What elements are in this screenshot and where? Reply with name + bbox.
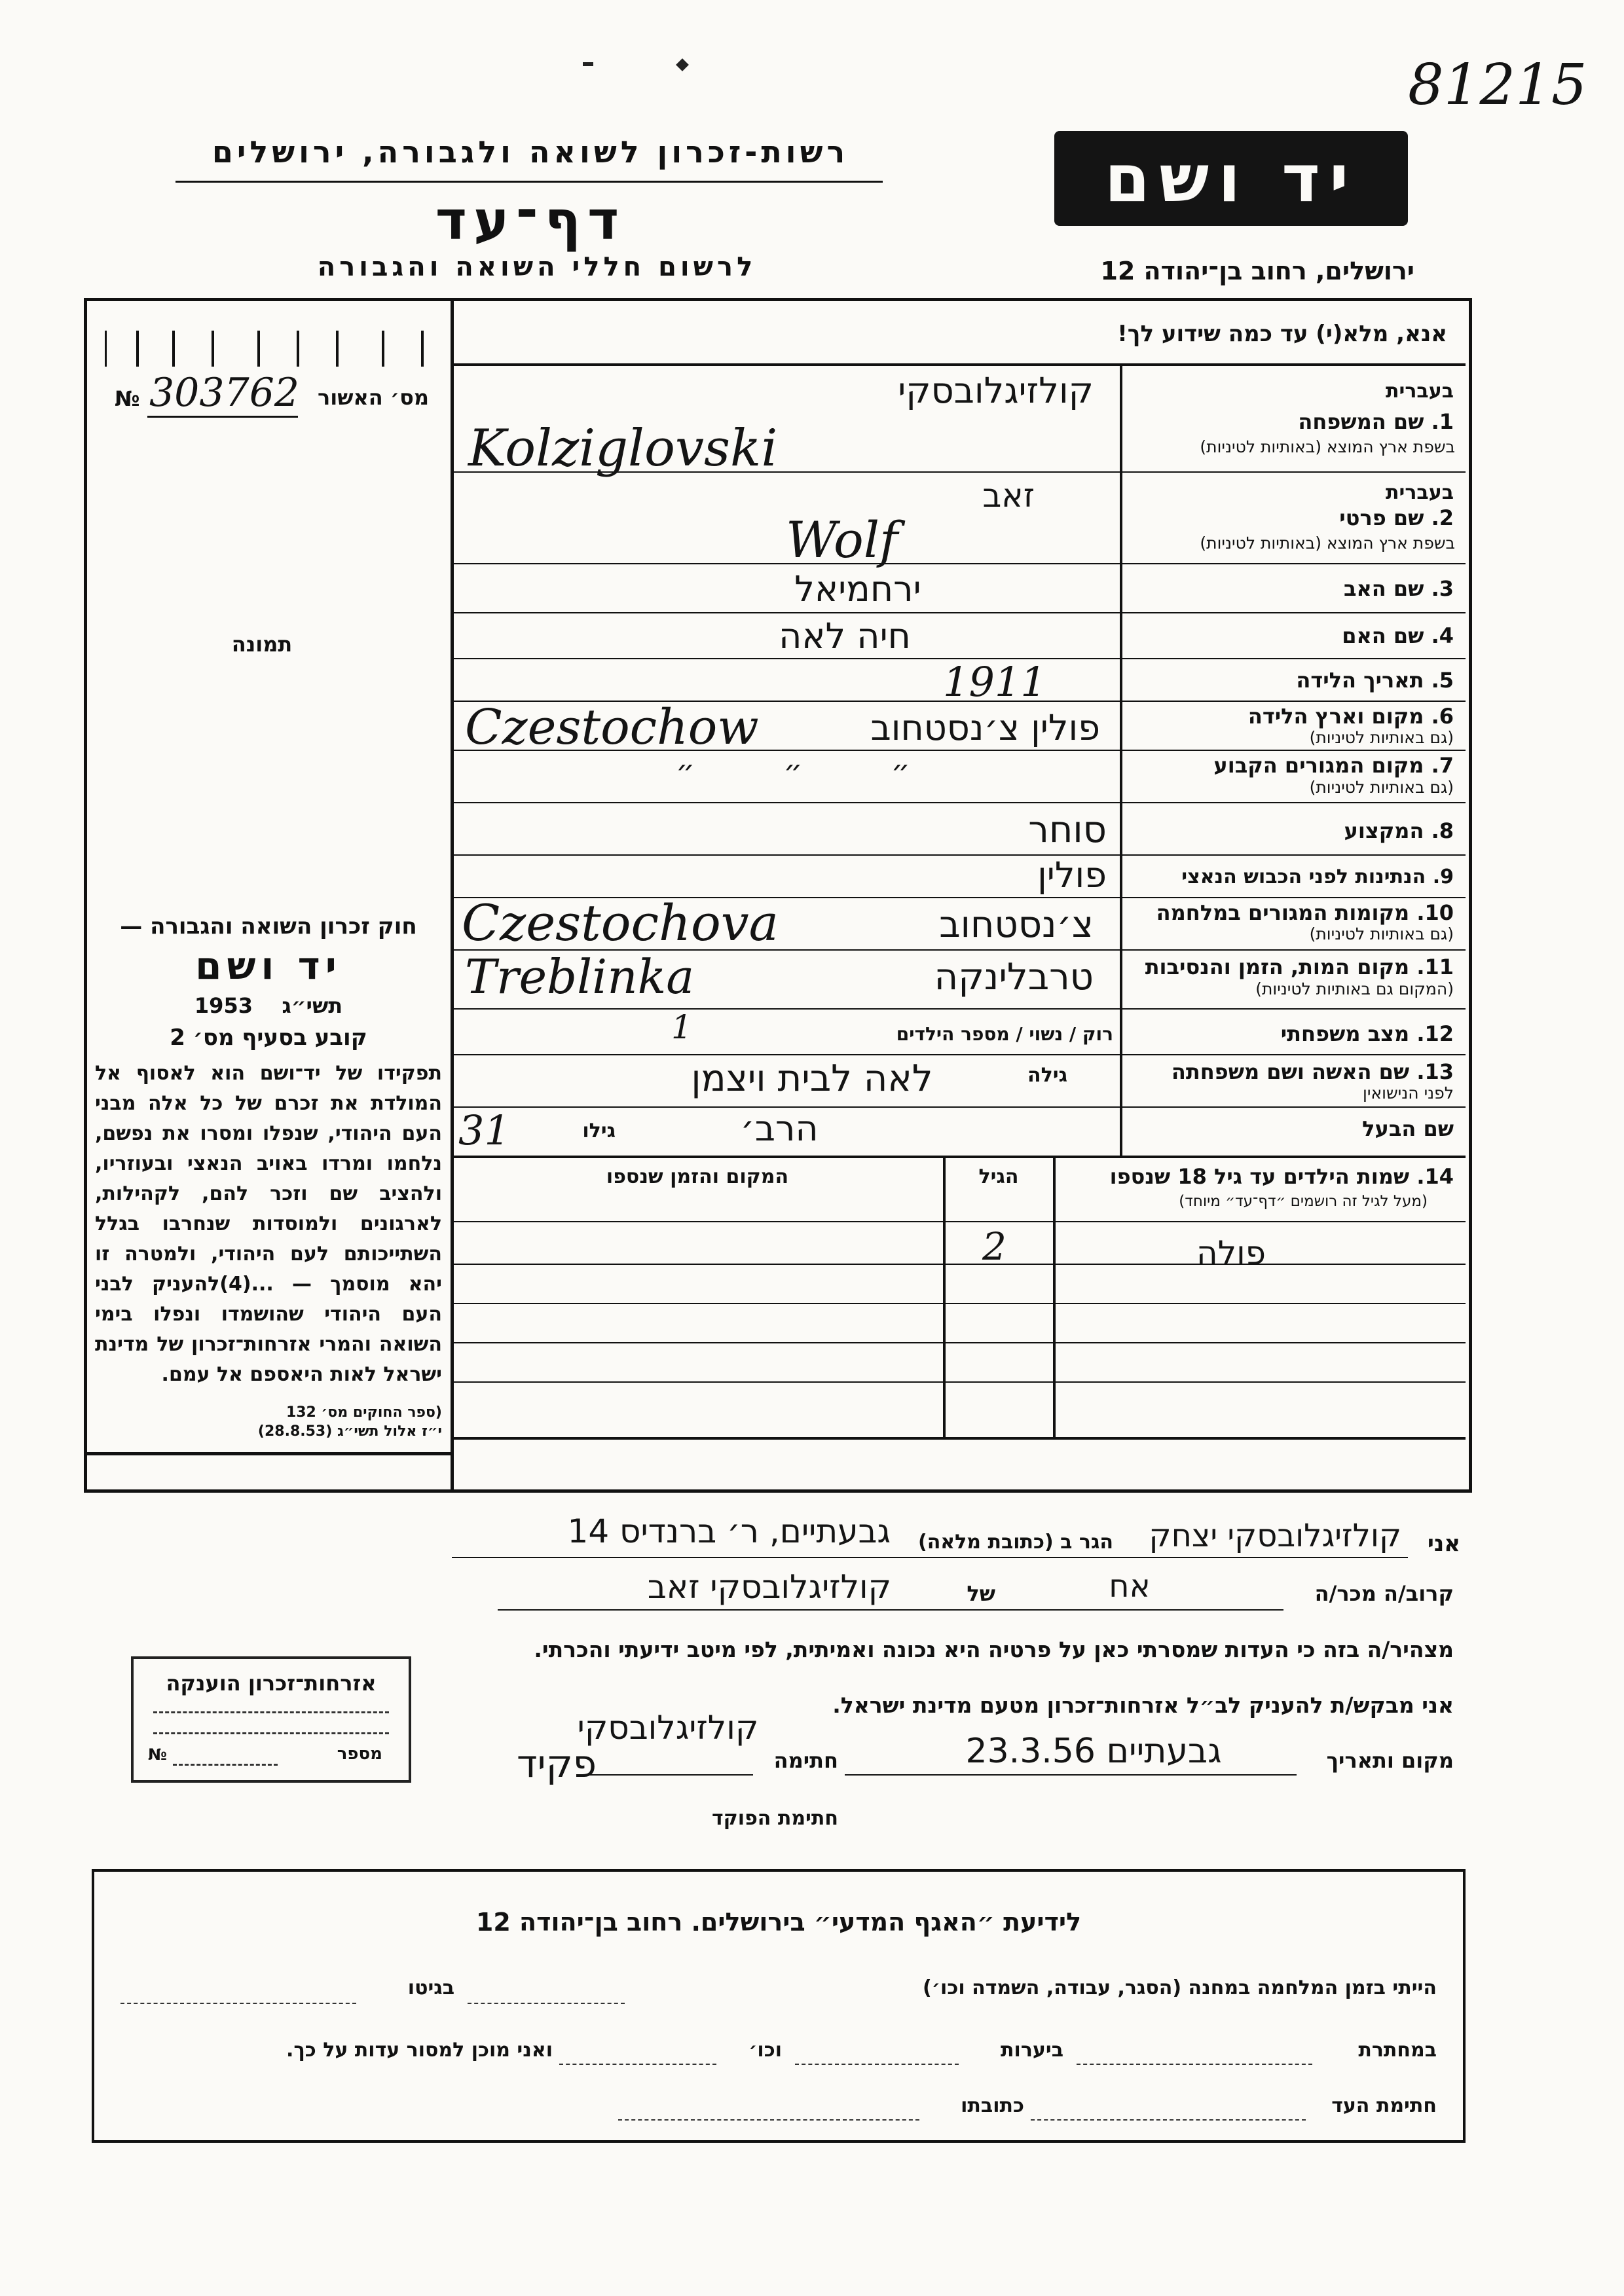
decl-signature-label: חתימה: [773, 1748, 838, 1773]
photo-label: תמונה: [231, 632, 293, 657]
field-7-value: ״ ״ ״: [675, 753, 950, 788]
field-11-value-he: טרבלינקה: [934, 956, 1094, 998]
official-signature-scrawl: פקיד: [516, 1741, 597, 1786]
field-3-label: שם האב: [1343, 576, 1424, 601]
decl-relative-label: קרוב/ה מכר/ה: [1314, 1581, 1454, 1606]
row-rule: [452, 563, 1466, 564]
decl-statement: מצהיר/ה בזה כי העדות שמסרתי כאן על פרטיה היא נכונה ואמיתית, לפי מיטב ידיעתי והכרתי.: [534, 1637, 1454, 1662]
field-3-value: ירחמיאל: [794, 568, 921, 610]
field-4-value: חיה לאה: [779, 615, 911, 657]
law-year-he: תשי״ג: [282, 993, 343, 1018]
wife-age-label: גילה: [1027, 1064, 1067, 1087]
field-6-label: מקום וארץ הלידה: [1247, 704, 1424, 729]
row-rule: [452, 854, 1466, 856]
law-ref-1: (ספר החוקים מס׳ 132: [286, 1404, 442, 1421]
field-13-sub: לפני הנישואין: [1363, 1084, 1454, 1102]
field-7-sub: (גם באותיות לטיניות): [1309, 778, 1454, 797]
field-6-sub: (גם באותיות לטיניות): [1309, 728, 1454, 747]
children-end-rule: [452, 1437, 1466, 1440]
decl-place-date-label: מקום ותאריך: [1326, 1748, 1454, 1773]
field-8-value: סוחר: [1028, 809, 1107, 851]
children-num: 14.: [1416, 1164, 1454, 1189]
children-label: שמות הילדים עד גיל 18 שנספו: [1109, 1164, 1410, 1189]
children-col-divider: [1053, 1156, 1056, 1437]
decl-of-label: של: [967, 1581, 995, 1606]
row-rule: [452, 1008, 1466, 1010]
label-divider: [1120, 363, 1122, 1156]
field-10-value-lat: Czestochova: [462, 894, 779, 952]
yad-vashem-logo: [1054, 131, 1408, 226]
field-5-num: 5.: [1431, 668, 1454, 693]
field-5-value: 1911: [943, 658, 1046, 706]
page-subtitle: לרשום חללי השואה והגבורה: [317, 252, 757, 282]
footer-camp-line: הייתי בזמן המלחמה במחנה (הסגר, עבודה, השמדה וכו׳): [923, 1977, 1437, 1999]
field-1-lang-he: בעברית: [1386, 380, 1454, 403]
sidebar-divider: [451, 298, 454, 1489]
law-clause: קובע בסעיף מס׳ 2: [170, 1025, 367, 1051]
law-text: תפקידו של יד־ושם הוא לאסוף אל המולדת את זכרם של כל אלה מבני העם היהודי, שנפלו ומסרו את נפשם, נלחמו ומרדו באויב הנאצי ובעוזריו, ולהציב שם וזכר להם, לקהילות, לארגונים ולמוסדות שנחרבו בגלל השתייכותם לעם היהודי, ולמטרה זו יהא מוסמך — ...(4)להעניק לבני העם היהודי שהושמדו ונפלו בימי השואה והמרי אזרחות־זכרון של מדינת ישראל לאות היאספם אל עמם.: [95, 1062, 442, 1386]
field-2-label: שם פרטי: [1339, 505, 1424, 530]
field-10-num: 10.: [1416, 900, 1454, 925]
field-11-value-lat: Treblinka: [465, 949, 695, 1004]
form-instruction: אנא, מלא(י) עד כמה שידוע לך!: [1117, 321, 1447, 347]
decl-relation-value: אח: [1109, 1568, 1151, 1605]
law-block: [95, 913, 442, 1440]
divider: [175, 181, 883, 183]
field-6-value-he: פולין צ׳נסטחוב: [870, 707, 1100, 748]
field-12-label: מצב משפחתי: [1280, 1021, 1410, 1046]
decl-line: [498, 1609, 1283, 1611]
field-12-children-count: 1: [671, 1008, 692, 1046]
footer-forests: ביערות: [1001, 2039, 1063, 2062]
decl-of-value: קולזיגלובסקי זאב: [647, 1568, 892, 1606]
field-7-num: 7.: [1431, 753, 1454, 778]
field-10-label: מקומות המגורים במלחמה: [1156, 900, 1410, 925]
husband-value: הרב׳: [740, 1108, 819, 1149]
field-11-label: מקום המות, הזמן והנסיבות: [1145, 955, 1410, 979]
row-rule: [452, 1156, 1466, 1158]
field-11-sub: (המקום גם באותיות לטיניות): [1255, 979, 1454, 998]
children-col-divider: [943, 1156, 946, 1437]
field-7-label: מקום המגורים הקבוע: [1213, 753, 1424, 778]
law-year: 1953: [194, 993, 253, 1018]
field-6-num: 6.: [1431, 704, 1454, 729]
speck: [676, 58, 689, 71]
field-1-value-he: קולזיגלובסקי: [898, 370, 1094, 411]
husband-age-value: 31: [458, 1106, 510, 1154]
children-row-rule: [452, 1303, 1466, 1304]
row-rule: [452, 612, 1466, 613]
decl-line: [845, 1774, 1297, 1776]
decl-i-value: קולזיגלובסקי יצחק: [1149, 1518, 1401, 1554]
footer-title: לידיעת ״האגף המדעי״ בירושלים. רחוב בן־יהודה 12: [475, 1908, 1082, 1937]
field-3-num: 3.: [1431, 576, 1454, 601]
approval-number: 303762: [149, 370, 300, 416]
footer-witness-sig: חתימת העד: [1331, 2094, 1437, 2117]
page-title: דף־עד: [435, 190, 626, 252]
footer-etc: וכו׳: [748, 2039, 782, 2062]
field-1-label: שם המשפחה: [1298, 409, 1424, 434]
children-row-rule: [452, 1381, 1466, 1383]
field-9-num: 9.: [1432, 866, 1454, 888]
row-rule: [452, 1054, 1466, 1055]
field-11-num: 11.: [1416, 955, 1454, 979]
footer-ghetto: בגיטו: [407, 1977, 454, 1999]
field-10-value-he: צ׳נסטחוב: [939, 903, 1094, 946]
children-col-place: המקום והזמן שנספו: [606, 1165, 789, 1188]
approval-label: מס׳ האשור: [317, 385, 429, 410]
speck: [583, 62, 593, 66]
field-8-label: המקצוע: [1344, 818, 1424, 843]
stamp-no-prefix: №: [148, 1745, 167, 1764]
decl-signature-value: קולזיגלובסקי: [577, 1709, 759, 1747]
child-1-name: פולה: [1196, 1234, 1266, 1272]
field-10-sub: (גם באותיות לטיניות): [1309, 924, 1454, 943]
field-12-options: רוק / נשוי / מספר הילדים: [896, 1023, 1113, 1045]
husband-age-label: גילו: [582, 1120, 616, 1142]
stamp-no-label: מספר: [337, 1744, 382, 1764]
field-9-value: פולין: [1037, 854, 1107, 896]
field-2-value-lat: Wolf: [786, 511, 898, 569]
field-4-label: שם האם: [1342, 623, 1424, 648]
husband-label: שם הבעל: [1362, 1116, 1454, 1141]
field-1-value-lat: Kolziglovski: [468, 419, 778, 478]
field-8-num: 8.: [1431, 818, 1454, 843]
approval-underline: [147, 416, 298, 418]
stamp-title: אזרחות־זכרון הוענקה: [166, 1671, 377, 1696]
decl-official-label: חתימת הפוקד: [712, 1807, 838, 1830]
footer-box: [92, 1869, 1466, 2143]
field-2-sub: בשפת ארץ המוצא (באותיות לטיניות): [1200, 534, 1455, 553]
decl-address-value: גבעתיים, ר׳ ברנדיס 14: [567, 1512, 891, 1550]
field-13-num: 13.: [1416, 1059, 1454, 1084]
field-13-value: לאה לבית ויצמן: [691, 1057, 933, 1100]
law-name: יד ושם: [195, 943, 342, 988]
children-row-rule: [452, 1342, 1466, 1343]
decl-request: אני מבקש/ת להעניק לב״ל אזרחות־זכרון מטעם מדינת ישראל.: [832, 1692, 1454, 1718]
field-1-num: 1.: [1431, 409, 1454, 434]
field-9-label: הנתינות לפני הכבוש הנאצי: [1181, 866, 1426, 888]
decl-line: [452, 1557, 1408, 1558]
field-12-num: 12.: [1416, 1021, 1454, 1046]
instruction-rule: [452, 363, 1466, 366]
children-sub: (מעל לגיל זה רושמים ״דף־עד״ מיוחד): [1179, 1193, 1428, 1210]
sidebar-cut: [84, 1452, 452, 1455]
field-2-num: 2.: [1431, 505, 1454, 530]
decl-resides-label: הגר ב (כתובת מלאה): [917, 1531, 1113, 1554]
row-rule: [452, 1106, 1466, 1108]
footer-hiding: במחתרת: [1358, 2039, 1437, 2062]
barcode-ticks: [105, 331, 434, 367]
field-2-lang-he: בעברית: [1386, 481, 1454, 504]
approval-no-prefix: №: [115, 386, 140, 411]
authority-line: רשות-זכרון לשואה ולגבורה, ירושלים: [212, 134, 849, 170]
institution-address: ירושלים, רחוב בן־יהודה 12: [1100, 257, 1414, 285]
logo-text: יד ושם: [1104, 140, 1358, 217]
field-4-num: 4.: [1431, 623, 1454, 648]
row-rule: [452, 802, 1466, 803]
field-2-value-he: זאב: [982, 477, 1035, 515]
children-row-rule: [452, 1264, 1466, 1265]
field-6-value-lat: Czestochow: [465, 699, 759, 756]
memorial-citizenship-stamp: [131, 1656, 411, 1783]
footer-ready: ואני מוכן למסור עדות על כך.: [286, 2039, 553, 2062]
child-1-age: 2: [982, 1224, 1006, 1269]
law-title: חוק זכרון השואה והגבורה —: [120, 913, 417, 939]
law-ref-2: י״ז אלול תשי״ג (28.8.53): [257, 1423, 442, 1440]
archive-number: 81215: [1408, 52, 1587, 118]
decl-place-date-value: גבעתיים 23.3.56: [965, 1732, 1222, 1771]
children-col-age: הגיל: [978, 1165, 1019, 1188]
children-header-rule: [452, 1221, 1466, 1222]
field-13-label: שם האשה ושם משפחתה: [1171, 1059, 1410, 1084]
footer-address: כתובתו: [961, 2094, 1024, 2117]
field-1-sub: בשפת ארץ המוצא (באותיות לטיניות): [1200, 437, 1455, 456]
field-5-label: תאריך הלידה: [1296, 668, 1424, 693]
decl-i-label: אני: [1427, 1531, 1460, 1557]
